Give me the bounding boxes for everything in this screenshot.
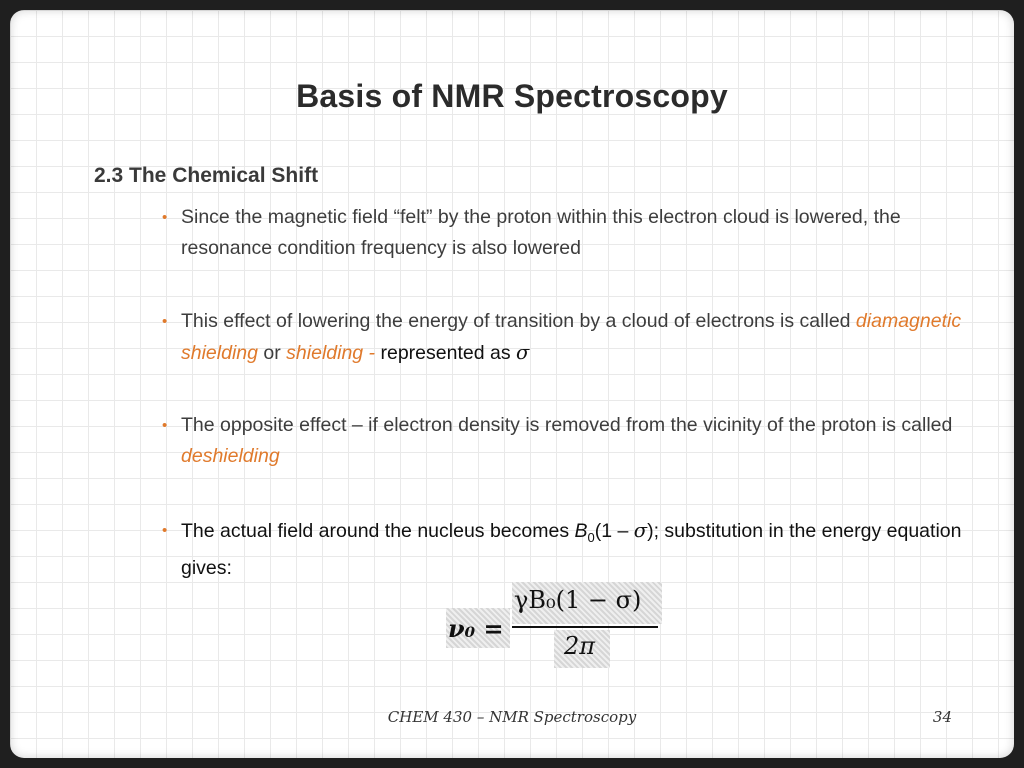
bullet-text-part: represented as [375, 342, 516, 364]
term-diamagnetic-shielding: diamagnetic shielding [181, 310, 962, 364]
field-subscript: 0 [587, 529, 595, 545]
bullet-text-part: The opposite effect – if electron density is removed from the vicinity of the proton is called [181, 414, 953, 436]
bullet-text-part: This effect of lowering the energy of transition by a cloud of electrons is called [181, 310, 856, 332]
term-deshielding: deshielding [181, 445, 280, 467]
bullet-marker: • [162, 522, 168, 539]
bullet-text-part: or [257, 342, 287, 364]
sigma-symbol: σ [633, 519, 648, 542]
slide-title: Basis of NMR Spectroscopy [296, 78, 728, 114]
equation-numerator: γB₀(1 − σ) [514, 586, 642, 614]
bullet-text [181, 515, 962, 584]
fraction-bar [512, 626, 658, 628]
bullet-1 [162, 202, 962, 264]
bullet-text-part: ); substitution in the energy equation gives: [181, 520, 962, 579]
equation-lhs: ν₀ = [448, 614, 504, 643]
bullet-2 [162, 306, 962, 369]
bullet-text: Since the magnetic field “felt” by the proton within this electron cloud is lowered, the resonance condition frequency is also lowered [181, 206, 901, 259]
bullet-text-part: (1 – [594, 520, 634, 542]
bullet-marker: • [162, 209, 168, 226]
sigma-symbol: σ [515, 341, 530, 364]
bullet-text [181, 410, 962, 472]
bullet-text [181, 306, 962, 369]
page-number: 34 [932, 708, 952, 726]
slide [10, 10, 1014, 758]
field-symbol: B [574, 520, 588, 542]
slide-footer: CHEM 430 – NMR Spectroscopy [387, 708, 637, 726]
bullet-marker: • [162, 313, 168, 330]
resonance-equation [446, 582, 666, 672]
bullet-marker: • [162, 417, 168, 434]
section-heading: 2.3 The Chemical Shift [94, 164, 319, 187]
term-shielding: shielding - [286, 342, 376, 364]
bullet-text-part: The actual field around the nucleus becomes [181, 520, 575, 542]
bullet-3 [162, 410, 962, 472]
bullet-4 [162, 515, 962, 584]
equation-denominator: 2π [564, 632, 596, 660]
